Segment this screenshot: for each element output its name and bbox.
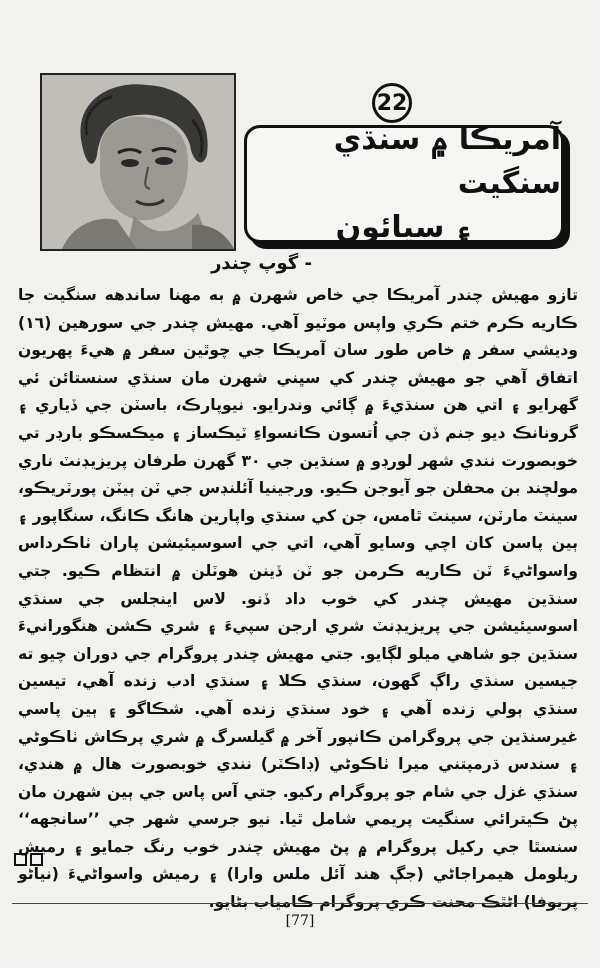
author-photo: [40, 73, 236, 251]
footer-divider: [12, 903, 588, 904]
article-body: [18, 282, 578, 917]
end-square-icon: [30, 853, 43, 866]
page-number: [77]: [285, 913, 315, 929]
chapter-title-box: [244, 122, 564, 245]
chapter-title-line-2: ۽ سيائون: [335, 210, 473, 245]
end-of-article-mark: [14, 853, 43, 866]
chapter-number-badge: [372, 83, 412, 123]
author-name: - گوپ چندر: [211, 253, 312, 274]
chapter-title-line-1: آمريڪا ۾ سنڌي سنگيت: [333, 122, 561, 201]
author-portrait-image: [42, 75, 234, 249]
chapter-number: 22: [376, 90, 408, 116]
end-square-icon: [14, 853, 27, 866]
body-paragraph: تازو مهيش چندر آمريڪا جي خاص شهرن ۾ به مهنا ساندهه سنگيت جا ڪاريه ڪرم ختم ڪري واپس موٽيو آهي. مهيش چندر جي سورهين (١٦) وديشي سفر ۾ خاص طور سان آمريڪا جي چوٿين سفر ۾ هيءَ پهريون اتفاق آهي جو مهيش چندر کي سڀني شهرن مان سنڌي سنستائن ئي گهرايو ۽ اتي هن سنڌيءَ ۾ ڳائي وندرايو. نيوپارڪ، باسٽن جي ڏياري ۽ گرونانڪ ديو جنم ڏن جي اُتسون ڪانسواءِ ٽيڪساز ۽ ميڪسڪو بارڊر تي خوبصورت نندي شهر لورڊو ۾ سنڌين جي ٣٠ گهرن طرفان پريزيڊنٽ ناري مولچند بن محفلن جو آيوجن ڪيو. ورجينيا آئلنڊس جي ٽن ٻيٽن پورٽريڪو، سينٽ مارٽن، سينٽ ٿامس، جن کي سنڌي واپارين هانگ ڪانگ، سنگاپور ۽ ٻين پاسن کان اچي وسايو آهي، اتي جي اسوسيئيشن پاران ٺاڪرداس واسواڻيءَ ٽن ڪاريه ڪرمن جو ٽن ڏينن هوٽلن ۾ انتظام ڪيو. جتي سنڌين مهيش چندر کي خوب داد ڏنو. لاس اينجلس جي سنڌي اسوسيئيشن جي پريزيڊنٽ شري ارجن سپيءَ ۽ شري ڪشن هنگورانيءَ سنڌين جو شاهي ميلو لڳايو. جتي مهيش چندر پروگرام جي دوران چيو ته جيسين سنڌي راڳ گهون، سنڌي ڪلا ۽ سنڌي ادب زنده آهي، تيسين سنڌي ٻولي زنده آهي ۽ خود سنڌي زنده آهي. شڪاگو ۽ ٻين پاسي غيرسنڌين جي پروگرامن ڪانپور آخر ۾ گيلسرگ ۾ شري پرڪاش ٺاڪوڻي ۽ سندس ڌرمپتني ميرا ٺاڪوڻي (ڊاڪٽر) نندي خوبصورت هال ۾ هندي، سنڌي غزل جي شام جو پروگرام رکيو. جتي آس پاس جي ٻين شهرن مان پڻ ڪيترائي سنگيت پريمي شامل ٿيا. نيو جرسي شهر جي ’’سانجهه‘‘ سنسٿا جي رکيل پروگرام ۾ پڻ مهيش چندر خوب رنگ جمايو ۽ رميش ريلومل هيمراجاڻي (جڳ هند آئل ملس وارا) ۽ رميش واسواڻيءَ (نياڻو پريوفا) اڻٿڪ محنت ڪري پروگرام ڪامياب بڻايو.: [18, 286, 578, 912]
